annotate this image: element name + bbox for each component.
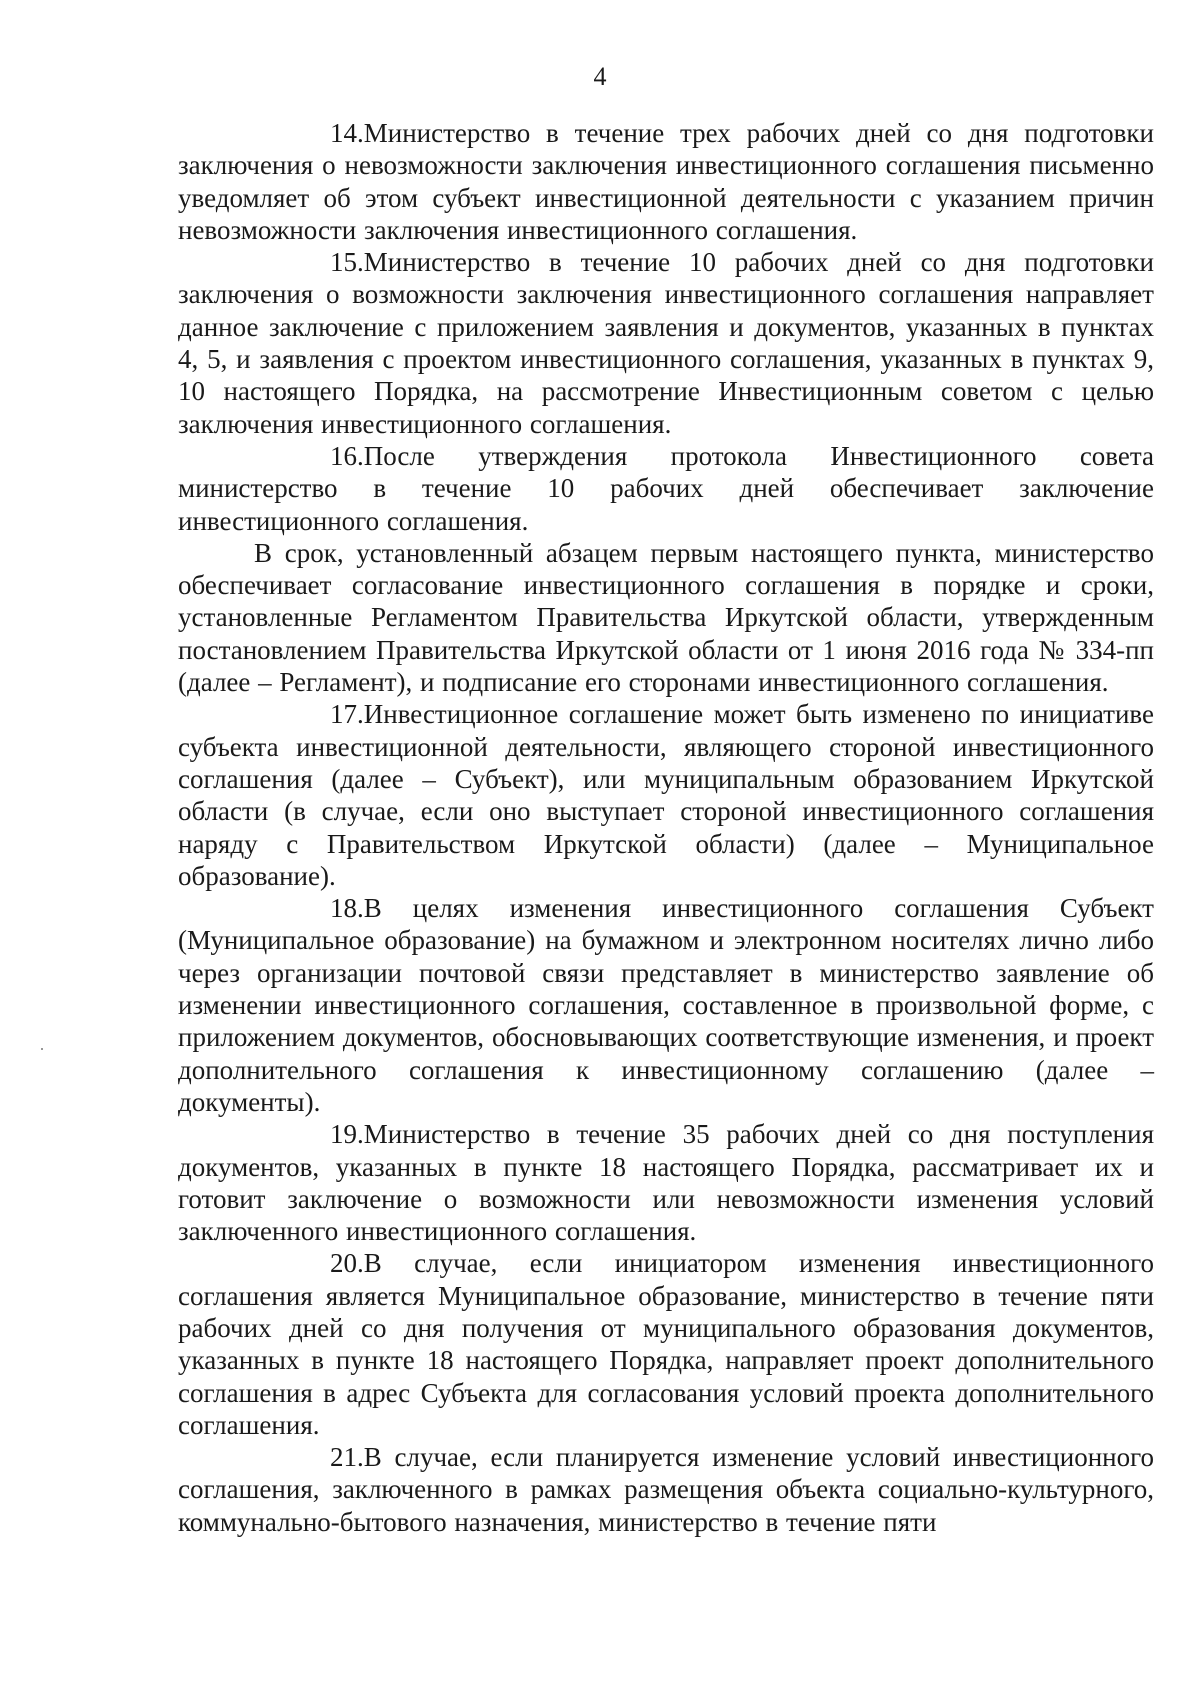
paragraph-text: После утверждения протокола Инвестиционного совета министерство в течение 10 рабочих дней обеспечивает заключение инвестиционного соглашения.	[178, 440, 1154, 536]
paragraph-16-continued	[178, 537, 1154, 698]
paragraph-text: В целях изменения инвестиционного соглашения Субъект (Муниципальное образование) на бумажном и электронном носителях лично либо через организации почтовой связи представляет в министерство заявление об изменении инвестиционного соглашения, составленное в произвольной форме, с приложением документов, обосновывающих соответствующие изменения, и проект дополнительного соглашения к инвестиционному соглашению (далее – документы).	[178, 893, 1154, 1117]
paragraph-17	[178, 698, 1154, 892]
paragraph-number: 17.	[330, 699, 364, 730]
paragraph-text: В случае, если планируется изменение условий инвестиционного соглашения, заключенного в рамках размещения объекта социально-культурного, коммунально-бытового назначения, министерство в течение пяти	[178, 1442, 1154, 1537]
paragraph-number: 21.	[330, 1442, 364, 1473]
paragraph-text: Министерство в течение трех рабочих дней со дня подготовки заключения о невозможности заключения инвестиционного соглашения письменно уведомляет об этом субъект инвестиционной деятельности с указанием причин невозможности заключения инвестиционного соглашения.	[178, 118, 1154, 245]
paragraph-text: В срок, установленный абзацем первым настоящего пункта, министерство обеспечивает согласование инвестиционного соглашения в порядке и сроки, установленные Регламентом Правительства Иркутской области, утвержденным постановлением Правительства Иркутской области от 1 июня 2016 года № 334-пп (далее – Регламент), и подписание его сторонами инвестиционного соглашения.	[178, 537, 1154, 698]
paragraph-number: 18.	[330, 893, 364, 924]
document-body	[178, 117, 1154, 1538]
paragraph-number: 14.	[330, 118, 364, 148]
paragraph-number: 15.	[330, 247, 364, 278]
paragraph-16	[178, 440, 1154, 537]
page-number: 4	[593, 62, 607, 91]
paragraph-text: Инвестиционное соглашение может быть изменено по инициативе субъекта инвестиционной деятельности, являющего стороной инвестиционного соглашения (далее – Субъект), или муниципальным образованием Иркутской области (в случае, если оно выступает стороной инвестиционного соглашения наряду с Правительством Иркутской области) (далее – Муниципальное образование).	[178, 699, 1154, 891]
paragraph-number: 20.	[330, 1248, 364, 1279]
paragraph-number: 16.	[330, 440, 364, 471]
paragraph-15	[178, 246, 1154, 440]
paragraph-19	[178, 1118, 1154, 1247]
paragraph-text: Министерство в течение 35 рабочих дней со дня поступления документов, указанных в пункте 18 настоящего Порядка, рассматривает их и готовит заключение о возможности или невозможности изменения условий заключенного инвестиционного соглашения.	[178, 1119, 1154, 1247]
paragraph-21	[178, 1441, 1154, 1538]
paragraph-14	[178, 117, 1154, 246]
paragraph-20	[178, 1247, 1154, 1441]
paragraph-text: В случае, если инициатором изменения инвестиционного соглашения является Муниципальное образование, министерство в течение пяти рабочих дней со дня получения от муниципального образования документов, указанных в пункте 18 настоящего Порядка, направляет проект дополнительного соглашения в адрес Субъекта для согласования условий проекта дополнительного соглашения.	[178, 1248, 1154, 1440]
paragraph-number: 19.	[330, 1119, 364, 1150]
paragraph-18	[178, 892, 1154, 1118]
paragraph-text: Министерство в течение 10 рабочих дней со дня подготовки заключения о возможности заключения инвестиционного соглашения направляет данное заключение с приложением заявления и документов, указанных в пунктах 4, 5, и заявления с проектом инвестиционного соглашения, указанных в пунктах 9, 10 настоящего Порядка, на рассмотрение Инвестиционным советом с целью заключения инвестиционного соглашения.	[178, 247, 1154, 439]
scan-speck	[41, 1048, 43, 1050]
